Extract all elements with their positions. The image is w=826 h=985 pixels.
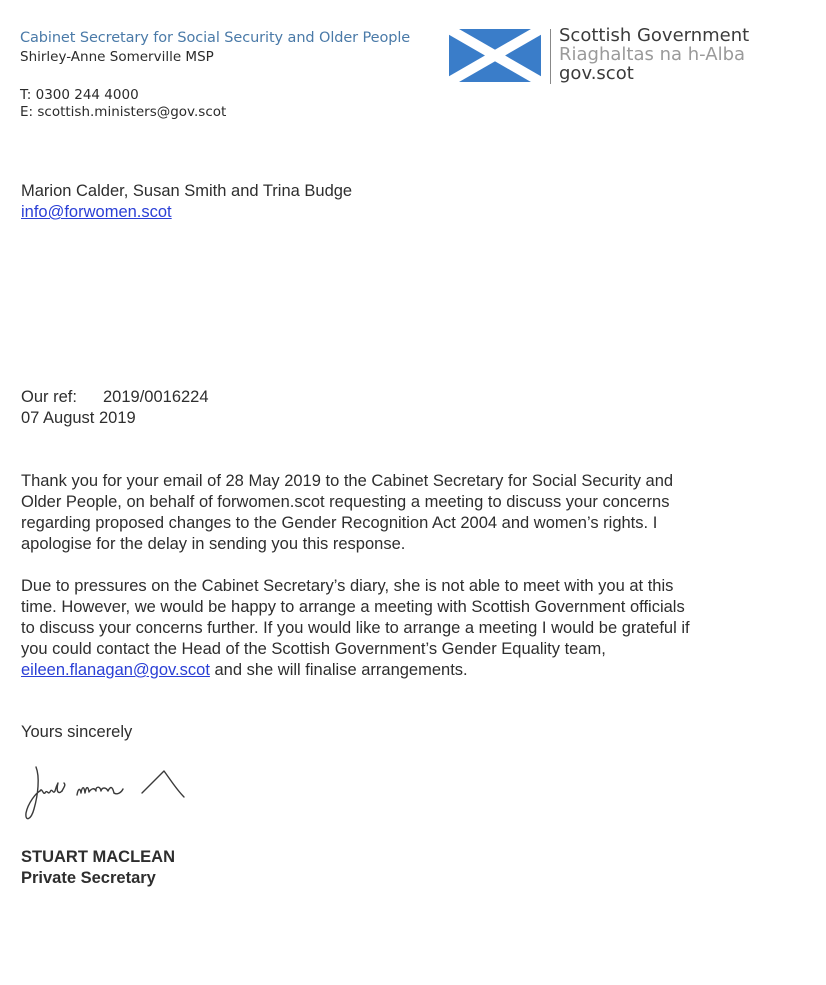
paragraph-line: you could contact the Head of the Scottish Government’s Gender Equality team, [21, 640, 606, 658]
signer-role: Private Secretary [21, 869, 156, 887]
recipient-email-link[interactable]: info@forwomen.scot [21, 203, 172, 221]
recipient-names: Marion Calder, Susan Smith and Trina Budge [21, 182, 353, 200]
paragraph-line: Older People, on behalf of forwomen.scot requesting a meeting to discuss your concerns [21, 493, 670, 511]
paragraph-1 [21, 471, 781, 555]
reference-label: Our ref: [21, 388, 77, 406]
recipient-email-block [21, 202, 172, 223]
paragraph-line: to discuss your concerns further. If you would like to arrange a meeting I would be grateful if [21, 619, 690, 637]
paragraph-line: Due to pressures on the Cabinet Secretary’s diary, she is not able to meet with you at this [21, 577, 674, 595]
paragraph-2 [21, 576, 791, 681]
paragraph-line: time. However, we would be happy to arrange a meeting with Scottish Government officials [21, 598, 685, 616]
paragraph-line: regarding proposed changes to the Gender Recognition Act 2004 and women’s rights. I [21, 514, 658, 532]
signature-icon [22, 765, 192, 825]
signer-name: STUART MACLEAN [21, 848, 175, 866]
closing-salutation: Yours sincerely [21, 723, 133, 741]
logo-web: gov.scot [559, 63, 634, 84]
logo-divider [550, 29, 551, 84]
paragraph-line-rest: and she will finalise arrangements. [209, 661, 468, 679]
government-logo-text [559, 26, 749, 83]
paragraph-line: Thank you for your email of 28 May 2019 to the Cabinet Secretary for Social Security and [21, 472, 674, 490]
contact-email-link[interactable]: eileen.flanagan@gov.scot [21, 661, 210, 679]
minister-title: Cabinet Secretary for Social Security and Older People [20, 30, 411, 46]
logo-english: Scottish Government [559, 25, 750, 46]
letter-date: 07 August 2019 [21, 409, 136, 427]
contact-email: E: scottish.ministers@gov.scot [20, 104, 227, 120]
paragraph-line: apologise for the delay in sending you this response. [21, 535, 406, 553]
logo-gaelic: Riaghaltas na h-Alba [559, 44, 746, 65]
minister-name: Shirley-Anne Somerville MSP [20, 49, 214, 65]
paragraph-line [21, 660, 791, 681]
saltire-flag-icon [449, 29, 541, 82]
contact-telephone: T: 0300 244 4000 [20, 87, 139, 103]
reference-line [21, 387, 209, 408]
reference-value: 2019/0016224 [103, 388, 209, 406]
